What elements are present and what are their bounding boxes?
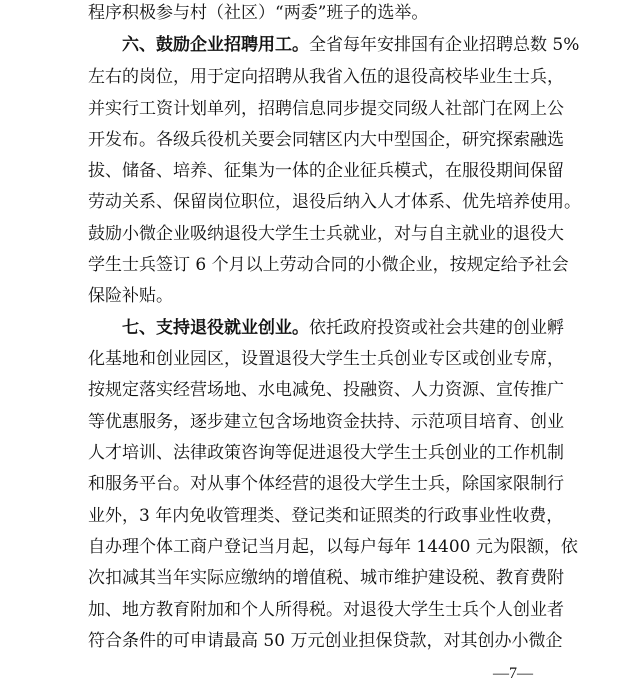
- text-line: 符合条件的可申请最高 50 万元创业担保贷款，对其创办小微企: [88, 631, 563, 651]
- text-line: 自办理个体工商户登记当月起，以每户每年 14400 元为限额，依: [88, 537, 578, 557]
- text-line: 人才培训、法律政策咨询等促进退役大学生士兵创业的工作机制: [88, 443, 564, 463]
- text-line: 化基地和创业园区，设置退役大学生士兵创业专区或创业专席，: [88, 349, 564, 369]
- text-line: 程序积极参与村（社区）“两委”班子的选举。: [88, 3, 429, 23]
- text-line: 加、地方教育附加和个人所得税。对退役大学生士兵个人创业者: [88, 600, 564, 620]
- text-line: 劳动关系、保留岗位职位，退役后纳入人才体系、优先培养使用。: [88, 192, 581, 212]
- text-line: 拔、储备、培养、征集为一体的企业征兵模式，在服役期间保留: [88, 161, 564, 181]
- text-line: 按规定落实经营场地、水电减免、投融资、人力资源、宣传推广: [88, 380, 564, 400]
- section-heading-6: 六、鼓励企业招聘用工。: [122, 35, 309, 55]
- text-line: 并实行工资计划单列，招聘信息同步提交同级人社部门在网上公: [88, 99, 564, 119]
- text-line: 次扣减其当年实际应缴纳的增值税、城市维护建设税、教育费附: [88, 568, 564, 588]
- text-line: 保险补贴。: [88, 286, 173, 306]
- page-number: —7—: [493, 665, 533, 682]
- text-line: 开发布。各级兵役机关要会同辖区内大中型国企，研究探索融选: [88, 130, 564, 150]
- paragraph-7-first-line: 七、支持退役就业创业。依托政府投资或社会共建的创业孵: [122, 318, 564, 338]
- text-line: 和服务平台。对从事个体经营的退役大学生士兵，除国家限制行: [88, 474, 564, 494]
- section-heading-7: 七、支持退役就业创业。: [122, 318, 309, 338]
- text-line: 等优惠服务，逐步建立包含场地资金扶持、示范项目培育、创业: [88, 412, 564, 432]
- text-line: 学生士兵签订 6 个月以上劳动合同的小微企业，按规定给予社会: [88, 255, 569, 275]
- paragraph-6-first-line: 六、鼓励企业招聘用工。全省每年安排国有企业招聘总数 5%: [122, 35, 580, 55]
- text-line: 业外，3 年内免收管理类、登记类和证照类的行政事业性收费，: [88, 506, 564, 526]
- text-line: 鼓励小微企业吸纳退役大学生士兵就业，对与自主就业的退役大: [88, 224, 564, 244]
- text-line: 左右的岗位，用于定向招聘从我省入伍的退役高校毕业生士兵，: [88, 67, 564, 87]
